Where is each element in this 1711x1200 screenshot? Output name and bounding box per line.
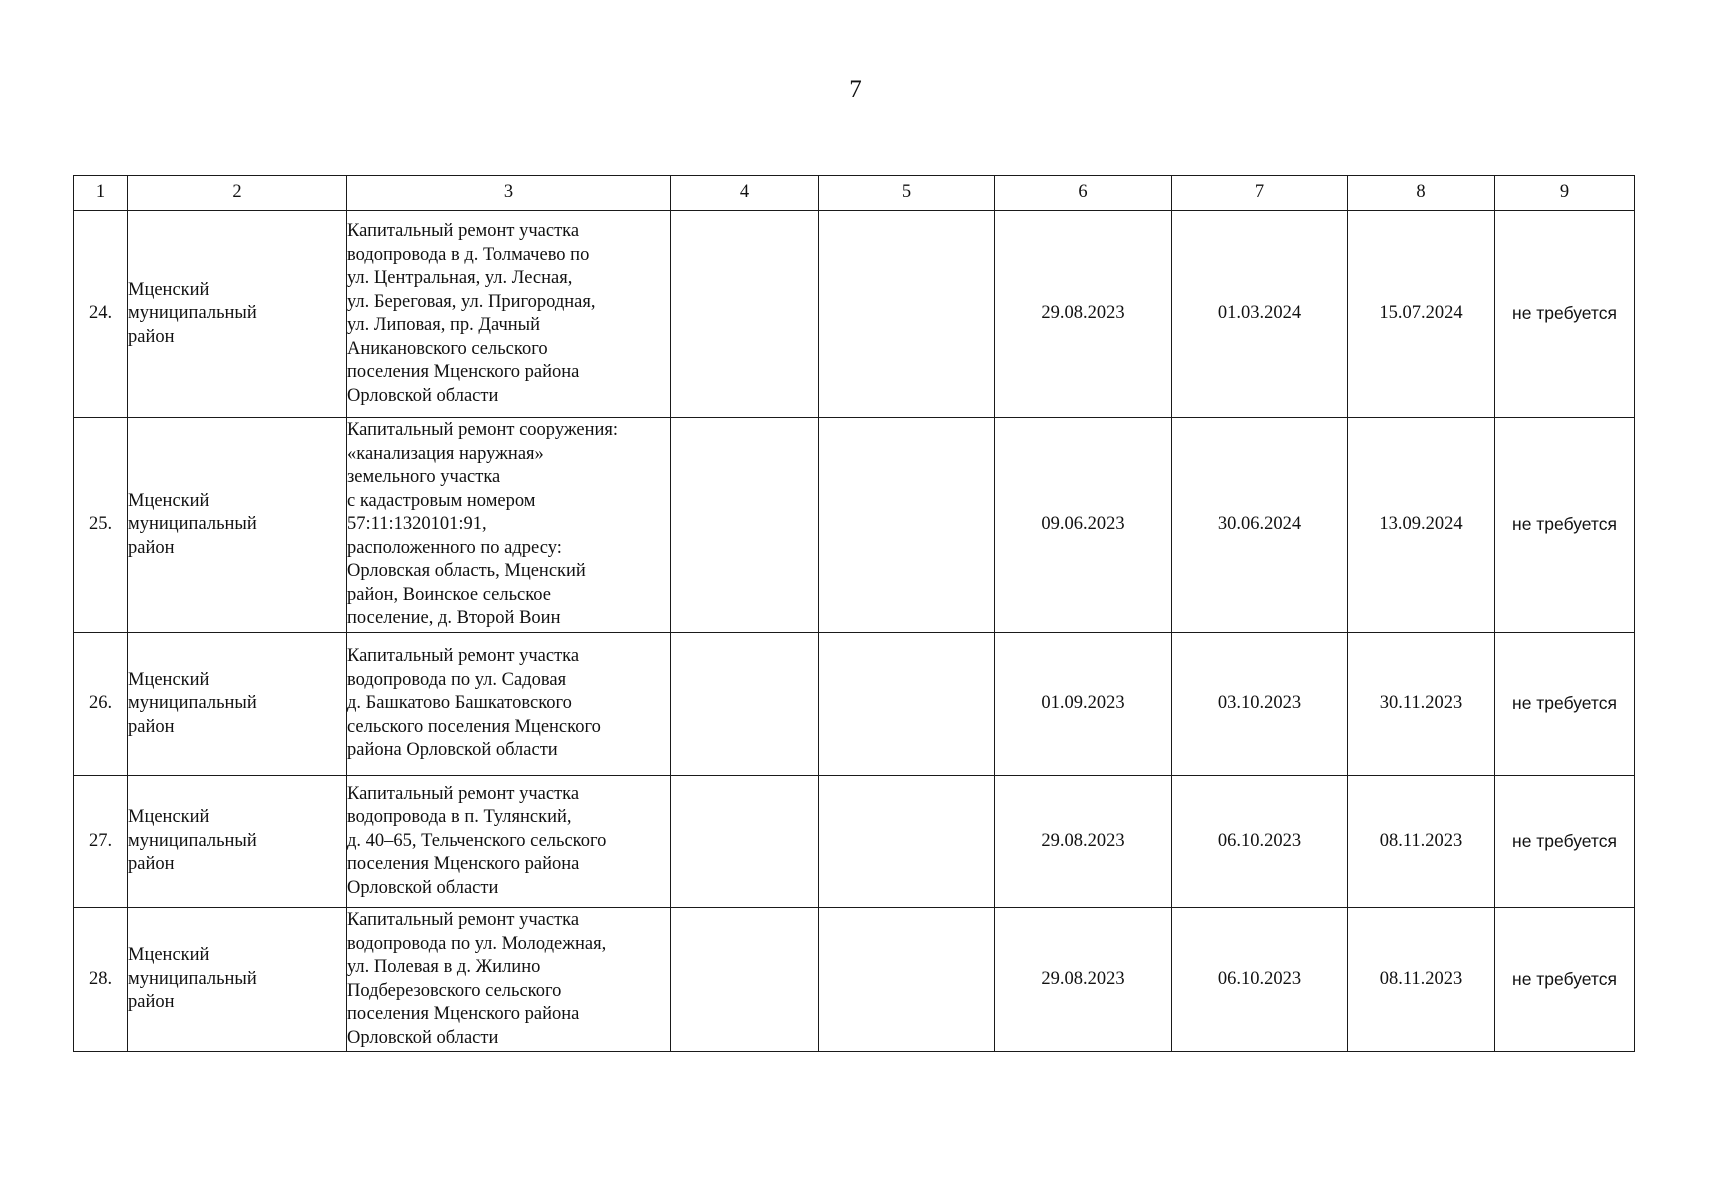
expertise-cell: не требуется [1495,776,1635,908]
description-cell [347,908,671,1052]
description-cell [347,776,671,908]
district-cell [128,908,347,1052]
row-number: 28. [74,908,128,1052]
table-header-row [74,176,1635,211]
column-5-cell [819,211,995,418]
table-row [74,211,1635,418]
column-header: 5 [819,176,995,211]
table-row [74,418,1635,633]
date-column-6: 29.08.2023 [995,211,1172,418]
date-column-8: 15.07.2024 [1348,211,1495,418]
table-row [74,908,1635,1052]
column-4-cell [671,908,819,1052]
column-4-cell [671,211,819,418]
date-column-7: 01.03.2024 [1172,211,1348,418]
page-number: 7 [849,76,862,103]
district-cell [128,776,347,908]
date-column-6: 01.09.2023 [995,633,1172,776]
column-5-cell [819,908,995,1052]
date-column-7: 30.06.2024 [1172,418,1348,633]
column-header: 7 [1172,176,1348,211]
district-cell [128,211,347,418]
date-column-8: 13.09.2024 [1348,418,1495,633]
district-text: Мценский муниципальный район [128,279,257,347]
column-header: 9 [1495,176,1635,211]
column-5-cell [819,633,995,776]
date-column-6: 29.08.2023 [995,908,1172,1052]
district-cell [128,418,347,633]
column-5-cell [819,418,995,633]
column-header: 6 [995,176,1172,211]
description-text: Капитальный ремонт сооружения: «канализация наружная» земельного участка с кадастровым номером 57:11:1320101:91, расположенного по адресу: Орловская область, Мценский район, Воинское сельское поселение, д. Второй Воин [347,420,619,629]
description-cell [347,418,671,633]
description-text: Капитальный ремонт участка водопровода по ул. Молодежная, ул. Полевая в д. Жилино Подберезовского сельского поселения Мценского района Орловской области [347,910,607,1048]
description-text: Капитальный ремонт участка водопровода по ул. Садовая д. Башкатово Башкатовского сельского поселения Мценского района Орловской области [347,646,601,761]
date-column-8: 08.11.2023 [1348,776,1495,908]
date-column-8: 08.11.2023 [1348,908,1495,1052]
row-number: 24. [74,211,128,418]
date-column-7: 06.10.2023 [1172,908,1348,1052]
district-cell [128,633,347,776]
date-column-6: 29.08.2023 [995,776,1172,908]
date-column-7: 03.10.2023 [1172,633,1348,776]
column-header: 1 [74,176,128,211]
column-header: 3 [347,176,671,211]
district-text: Мценский муниципальный район [128,490,257,558]
column-header: 8 [1348,176,1495,211]
description-text: Капитальный ремонт участка водопровода в д. Толмачево по ул. Центральная, ул. Лесная, ул. Береговая, ул. Пригородная, ул. Липовая, пр. Дачный Аникановского сельского поселения Мценского района Орловской области [347,221,596,406]
date-column-8: 30.11.2023 [1348,633,1495,776]
date-column-7: 06.10.2023 [1172,776,1348,908]
table-row [74,633,1635,776]
expertise-cell: не требуется [1495,908,1635,1052]
district-text: Мценский муниципальный район [128,669,257,737]
column-4-cell [671,418,819,633]
row-number: 25. [74,418,128,633]
column-header: 4 [671,176,819,211]
column-4-cell [671,776,819,908]
description-text: Капитальный ремонт участка водопровода в п. Тулянский, д. 40–65, Тельченского сельского поселения Мценского района Орловской области [347,783,607,898]
district-text: Мценский муниципальный район [128,945,257,1013]
expertise-cell: не требуется [1495,418,1635,633]
district-text: Мценский муниципальный район [128,807,257,875]
description-cell [347,211,671,418]
column-5-cell [819,776,995,908]
expertise-cell: не требуется [1495,211,1635,418]
expertise-cell: не требуется [1495,633,1635,776]
table-row [74,776,1635,908]
column-4-cell [671,633,819,776]
row-number: 26. [74,633,128,776]
date-column-6: 09.06.2023 [995,418,1172,633]
column-header: 2 [128,176,347,211]
objects-table [73,175,1635,1052]
row-number: 27. [74,776,128,908]
description-cell [347,633,671,776]
